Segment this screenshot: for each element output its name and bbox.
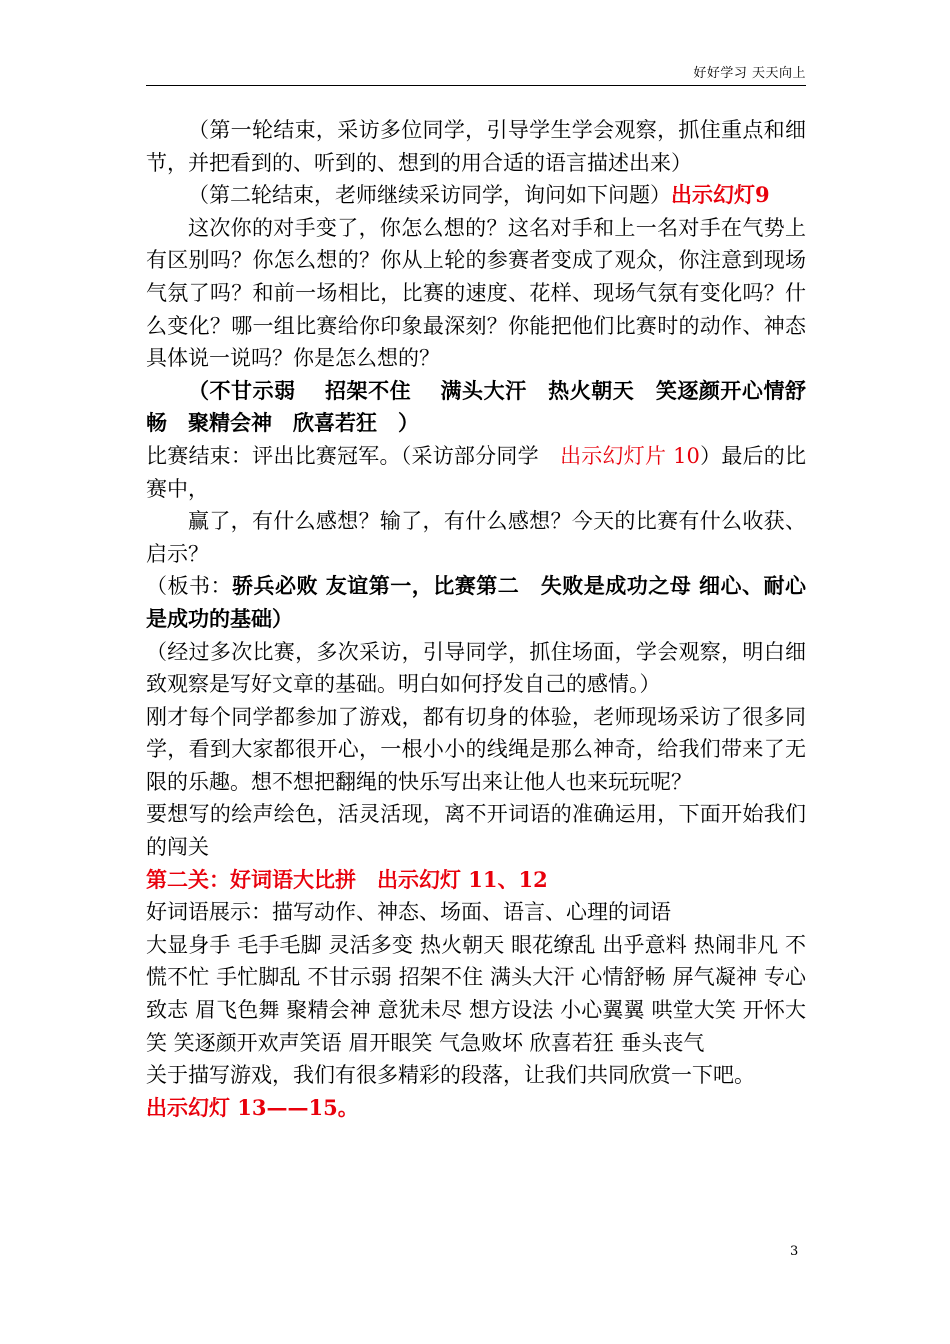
competition-end-text-2: ）最后的比赛中，: [146, 443, 807, 501]
section-heading-level-two: 第二关：好词语大比拼 出示幻灯 11、12: [146, 866, 548, 892]
paragraph-interview-questions: 这次你的对手变了，你怎么想的？这名对手和上一名对手在气势上有区别吗？你怎么想的？你从上轮的参赛者变成了观众，你注意到现场气氛了吗？和前一场相比，比赛的速度、花样、现场气氛有变化吗？什么变化？哪一组比赛给你印象最深刻？你能把他们比赛时的动作、神态具体说一说吗？你是怎么想的？: [146, 215, 806, 371]
paragraph-excerpt-intro: 关于描写游戏，我们有很多精彩的段落，让我们共同欣赏一下吧。: [146, 1063, 755, 1088]
paragraph-game-experience: 刚才每个同学都参加了游戏，都有切身的体验，老师现场采访了很多同学，看到大家都很开心，一根小小的线绳是那么神奇，给我们带来了无限的乐趣。想不想把翻绳的快乐写出来让他人也来玩玩呢？: [146, 704, 806, 794]
competition-end-text: 比赛结束：评出比赛冠军。（采访部分同学: [146, 443, 561, 468]
paragraph-vocabulary-hints: （不甘示弱 招架不住 满头大汗 热火朝天 笑逐颜开心情舒畅 聚精会神 欣喜若狂 ）: [146, 377, 806, 436]
paragraph-blackboard-notes: [146, 570, 806, 635]
paragraph-good-words-intro: 好词语展示：描写动作、神态、场面、语言、心理的词语: [146, 900, 671, 925]
slide-9-cue: 出示幻灯9: [671, 182, 770, 208]
page-header: 好好学习 天天向上: [146, 62, 806, 86]
blackboard-content: 骄兵必败 友谊第一，比赛第二 失败是成功之母 细心、耐心是成功的基础）: [146, 573, 806, 631]
paragraph-round-one-summary: （第一轮结束，采访多位同学，引导学生学会观察，抓住重点和细节，并把看到的、听到的、想到的用合适的语言描述出来）: [146, 118, 806, 175]
paragraph-competition-end: [146, 440, 806, 505]
paragraph-observation-summary: （经过多次比赛，多次采访，引导同学，抓住场面，学会观察，明白细致观察是写好文章的基础。明白如何抒发自己的感情。）: [146, 639, 806, 697]
blackboard-label: （板书：: [146, 574, 232, 599]
round-two-text: （第二轮结束，老师继续采访同学，询问如下问题）: [188, 183, 671, 208]
paragraph-good-words-list: 大显身手 毛手毛脚 灵活多变 热火朝天 眼花缭乱 出乎意料 热闹非凡 不慌不忙 手忙脚乱 不甘示弱 招架不住 满头大汗 心情舒畅 屏气凝神 专心致志 眉飞色舞 聚精会神 意犹未尽 想方设法 小心翼翼 哄堂大笑 开怀大笑 笑逐颜开欢声笑语 眉开眼笑 气急败坏 欣喜若狂 垂头丧气: [146, 932, 806, 1055]
paragraph-reflection-questions: 赢了，有什么感想？输了，有什么感想？今天的比赛有什么收获、启示？: [146, 509, 806, 566]
page-number: 3: [790, 1244, 799, 1259]
document-body: [146, 114, 806, 1124]
slides-13-15-cue: 出示幻灯 13——15。: [146, 1094, 359, 1120]
paragraph-word-usage-intro: 要想写的绘声绘色，活灵活现，离不开词语的准确运用，下面开始我们的闯关: [146, 802, 806, 860]
paragraph-round-two-summary: [146, 179, 806, 212]
slide-10-cue: 出示幻灯片 10: [560, 443, 700, 468]
